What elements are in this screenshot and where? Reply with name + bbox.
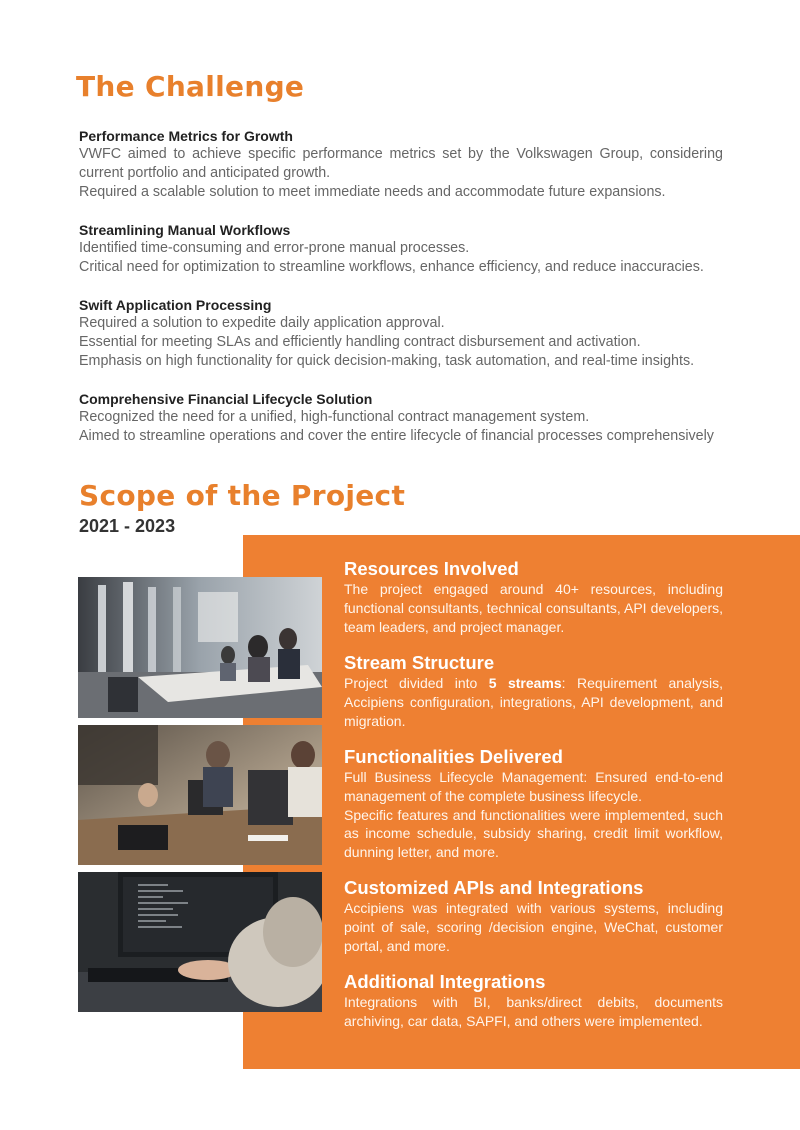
challenge-line: Essential for meeting SLAs and efficiently handling contract disbursement and activation. — [79, 333, 641, 350]
challenge-line: Required a solution to expedite daily application approval. — [79, 315, 445, 331]
scope-block-apis — [344, 877, 723, 955]
challenge-line: Recognized the need for a unified, high-functional contract management system. — [79, 409, 590, 425]
project-years: 2021 - 2023 — [79, 516, 176, 536]
scope-title: Scope of the Project — [79, 479, 406, 512]
challenge-section-workflows — [79, 221, 723, 277]
challenge-title: The Challenge — [76, 70, 305, 103]
scope-block-stream-structure — [344, 652, 723, 730]
scope-block-body: The project engaged around 40+ resources, including functional consultants, technical consultants, API developers, team leaders, and project manager. — [344, 581, 723, 635]
scope-block-line: Full Business Lifecycle Management: Ensured end-to-end management of the complete business lifecycle. — [344, 769, 723, 804]
challenge-line: Critical need for optimization to streamline workflows, enhance efficiency, and reduce inaccuracies. — [79, 258, 704, 275]
stream-text-pre: Project divided into — [344, 675, 489, 691]
challenge-heading: Streamlining Manual Workflows — [79, 222, 291, 238]
challenge-heading: Performance Metrics for Growth — [79, 128, 293, 144]
challenge-section-application — [79, 296, 723, 370]
challenge-section-lifecycle — [79, 390, 723, 446]
challenge-line: Identified time-consuming and error-prone manual processes. — [79, 240, 470, 256]
challenge-heading: Comprehensive Financial Lifecycle Solution — [79, 391, 373, 407]
scope-block-additional — [344, 971, 723, 1031]
scope-block-body — [344, 674, 723, 730]
challenge-section-performance — [79, 127, 723, 201]
meeting-room-photo — [78, 577, 322, 718]
stream-count: 5 streams — [488, 675, 562, 691]
challenge-line: Required a scalable solution to meet immediate needs and accommodate future expansions. — [79, 183, 666, 200]
scope-block-body: Accipiens was integrated with various systems, including point of sale, scoring /decision engine, WeChat, customer portal, and more. — [344, 900, 723, 954]
developer-workstation-photo — [78, 872, 322, 1012]
challenge-line: VWFC aimed to achieve specific performance metrics set by the Volkswagen Group, considering current portfolio and anticipated growth. — [79, 146, 723, 181]
scope-block-resources — [344, 558, 723, 636]
scope-block-title: Customized APIs and Integrations — [344, 877, 644, 898]
scope-block-title: Functionalities Delivered — [344, 746, 563, 767]
scope-block-title: Additional Integrations — [344, 971, 546, 992]
scope-block-functionalities — [344, 746, 723, 862]
scope-block-body: Integrations with BI, banks/direct debits, documents archiving, car data, SAPFI, and others were implemented. — [344, 994, 723, 1029]
stream-text-post: : Requirement analysis, Accipiens configuration, integrations, API development, and migration. — [344, 675, 723, 729]
challenge-heading: Swift Application Processing — [79, 297, 272, 313]
challenge-line: Aimed to streamline operations and cover the entire lifecycle of financial processes comprehensively — [79, 427, 714, 444]
scope-block-line: Specific features and functionalities were implemented, such as income schedule, subsidy sharing, credit limit workflow, dunning letter, and more. — [344, 806, 723, 861]
scope-block-title: Resources Involved — [344, 558, 519, 579]
team-discussion-photo — [78, 725, 322, 865]
challenge-line: Emphasis on high functionality for quick decision-making, task automation, and real-time insights. — [79, 352, 695, 369]
scope-block-title: Stream Structure — [344, 652, 495, 673]
